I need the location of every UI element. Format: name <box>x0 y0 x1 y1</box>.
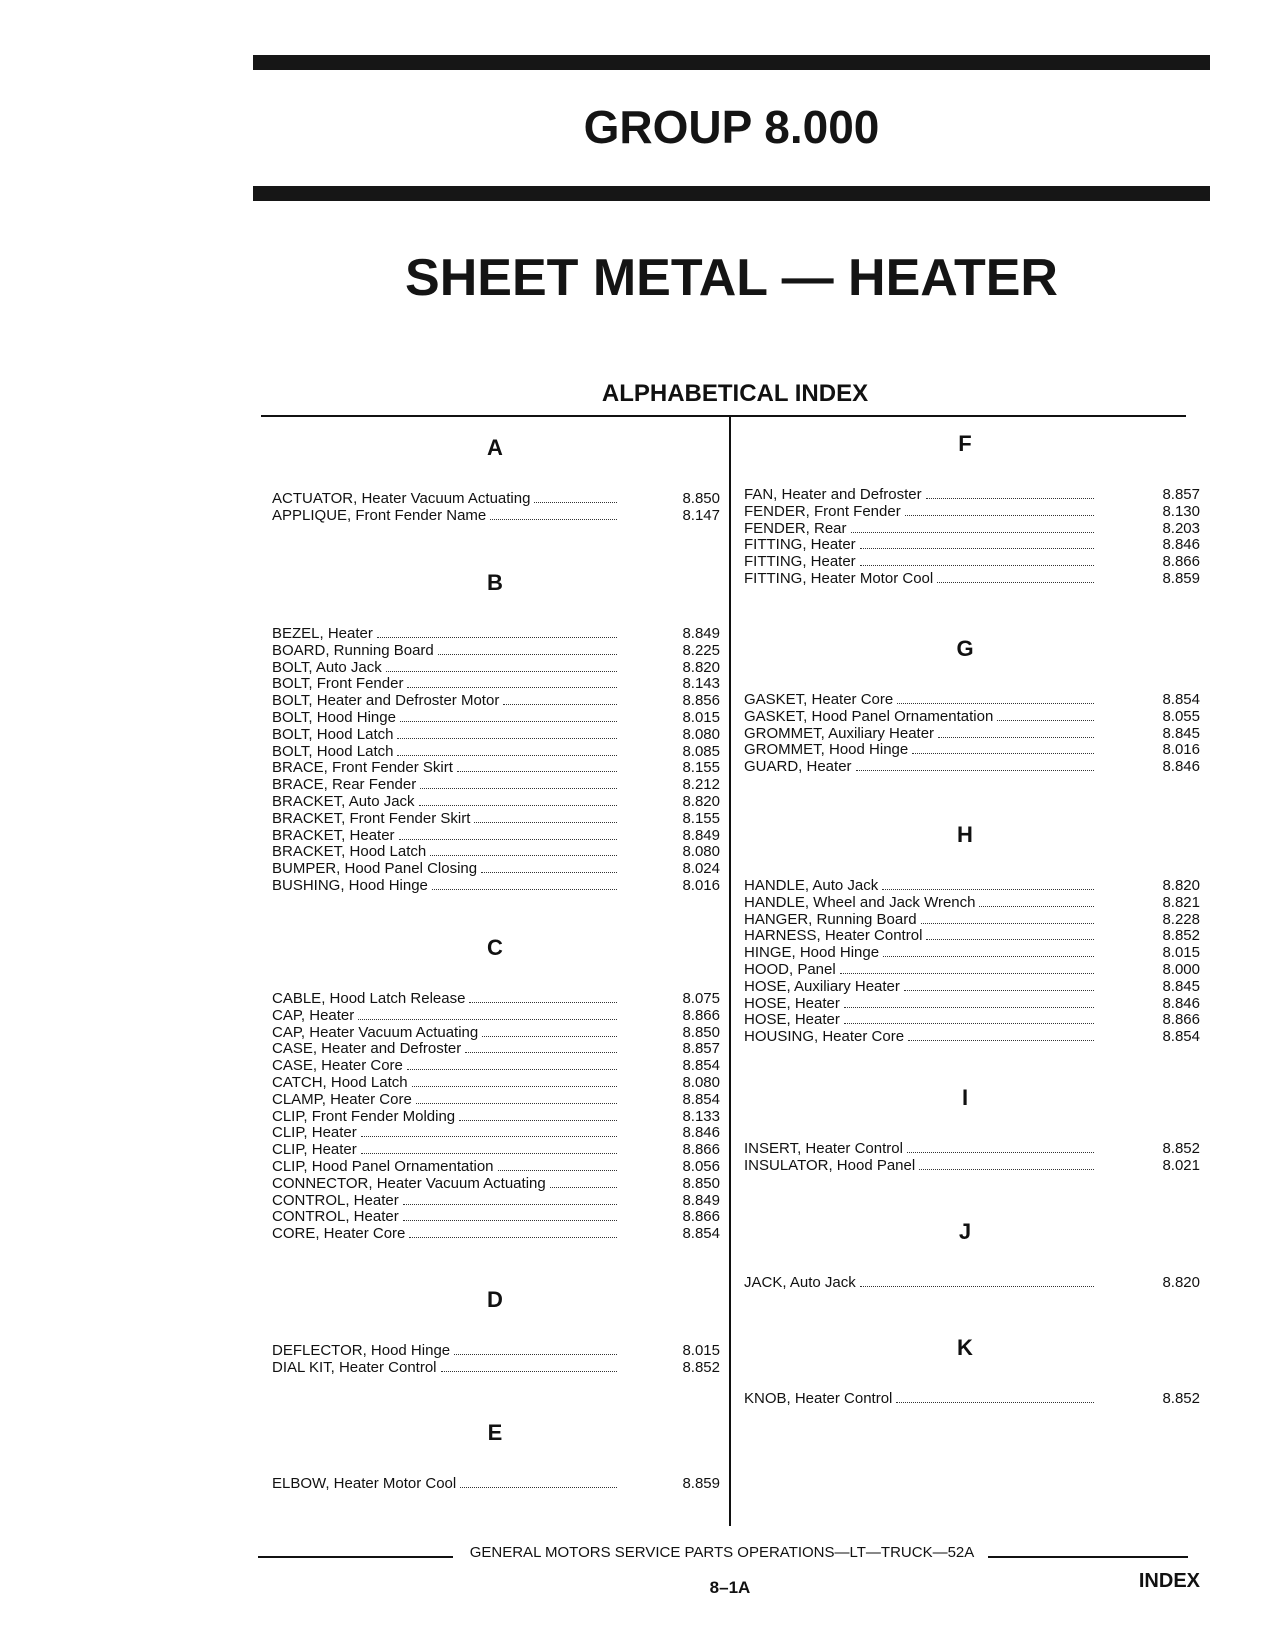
entry-group-number: 8.056 <box>682 1158 720 1175</box>
index-entry <box>272 692 720 710</box>
entry-group-number: 8.846 <box>1162 994 1200 1012</box>
index-entry <box>272 1090 720 1108</box>
entry-name: KNOB, Heater Control <box>744 1390 893 1407</box>
entry-group-number: 8.846 <box>1162 536 1200 554</box>
dot-leader <box>503 703 617 705</box>
dot-leader <box>851 531 1094 533</box>
index-entry <box>272 826 720 844</box>
entry-group-number: 8.133 <box>682 1107 720 1125</box>
entry-name: DIAL KIT, Heater Control <box>272 1358 437 1376</box>
index-entry <box>272 709 720 726</box>
entry-name: BRACKET, Front Fender Skirt <box>272 809 471 827</box>
entry-name: HOSE, Heater <box>744 994 840 1012</box>
index-entry <box>272 809 720 827</box>
index-entry <box>272 759 720 777</box>
footer-rule-left <box>258 1556 453 1558</box>
column-divider <box>729 416 731 1526</box>
entry-group-number: 8.845 <box>1162 977 1200 995</box>
dot-leader <box>856 769 1094 771</box>
index-label: INDEX <box>1138 1570 1200 1592</box>
entry-group-number: 8.854 <box>682 1057 720 1075</box>
index-entry <box>272 1040 720 1058</box>
entry-name: HANDLE, Wheel and Jack Wrench <box>744 893 976 911</box>
entry-name: APPLIQUE, Front Fender Name <box>272 506 487 524</box>
index-entry <box>272 1225 720 1243</box>
dot-leader <box>919 1168 1094 1170</box>
entry-group-number: 8.203 <box>1162 519 1200 537</box>
entry-group-number: 8.085 <box>682 742 720 760</box>
entry-group-number: 8.857 <box>1162 486 1200 503</box>
index-entry <box>744 486 1200 503</box>
entry-group-number: 8.143 <box>682 675 720 693</box>
entry-name: HOOD, Panel <box>744 961 836 978</box>
entry-group-number: 8.015 <box>682 709 720 726</box>
entry-name: INSULATOR, Hood Panel <box>744 1156 916 1174</box>
entry-group-number: 8.155 <box>682 759 720 777</box>
section-letter-g: G <box>956 636 974 661</box>
index-entry <box>272 776 720 794</box>
index-entry <box>272 1342 720 1359</box>
dot-leader <box>358 1018 617 1020</box>
second-heavy-rule <box>253 186 1210 201</box>
dot-leader <box>482 1035 617 1037</box>
entry-group-number: 8.857 <box>682 1040 720 1058</box>
dot-leader <box>883 955 1094 957</box>
dot-leader <box>386 670 617 672</box>
section-letter-a: A <box>487 435 503 460</box>
index-entry <box>272 1107 720 1125</box>
entry-name: FITTING, Heater <box>744 553 856 571</box>
entry-name: CLIP, Heater <box>272 1141 357 1159</box>
dot-leader <box>407 1068 617 1070</box>
dot-leader <box>926 497 1094 499</box>
entry-group-number: 8.015 <box>682 1342 720 1359</box>
index-entry <box>272 625 720 642</box>
entry-group-number: 8.015 <box>1162 944 1200 962</box>
footer-text: GENERAL MOTORS SERVICE PARTS OPERATIONS—LT—TRUCK—52A <box>469 1544 975 1561</box>
index-entry <box>744 536 1200 554</box>
dot-leader <box>921 922 1094 924</box>
dot-leader <box>904 989 1094 991</box>
index-entry <box>744 1390 1200 1407</box>
entry-name: CAP, Heater Vacuum Actuating <box>272 1023 479 1041</box>
entry-name: HOUSING, Heater Core <box>744 1028 905 1046</box>
index-entry <box>272 1191 720 1209</box>
entry-name: BOLT, Hood Latch <box>272 725 394 743</box>
entry-group-number: 8.856 <box>682 692 720 710</box>
dot-leader <box>474 821 617 823</box>
entry-name: CONTROL, Heater <box>272 1191 399 1209</box>
index-entry <box>272 1023 720 1041</box>
dot-leader <box>860 564 1094 566</box>
section-letter-b: B <box>487 570 503 595</box>
entry-group-number: 8.228 <box>1162 910 1200 928</box>
dot-leader <box>912 752 1094 754</box>
entry-group-number: 8.212 <box>682 776 720 794</box>
entry-name: BOLT, Hood Hinge <box>272 709 396 726</box>
entry-name: CASE, Heater and Defroster <box>272 1040 462 1058</box>
entry-name: GASKET, Hood Panel Ornamentation <box>744 707 994 725</box>
dot-leader <box>550 1186 617 1188</box>
entry-name: GASKET, Heater Core <box>744 691 894 708</box>
entry-name: FITTING, Heater <box>744 536 856 554</box>
dot-leader <box>840 972 1094 974</box>
dot-leader <box>997 719 1094 721</box>
index-entry <box>272 1358 720 1376</box>
index-heading: ALPHABETICAL INDEX <box>601 380 869 407</box>
index-entry <box>744 1028 1200 1046</box>
entry-group-number: 8.866 <box>682 1208 720 1226</box>
dot-leader <box>465 1051 617 1053</box>
entry-group-number: 8.225 <box>682 641 720 659</box>
entry-name: FENDER, Rear <box>744 519 847 537</box>
index-entry <box>744 927 1200 945</box>
entry-name: JACK, Auto Jack <box>744 1274 856 1291</box>
entry-name: CLIP, Front Fender Molding <box>272 1107 456 1125</box>
dot-leader <box>938 736 1094 738</box>
entry-group-number: 8.852 <box>1162 1140 1200 1157</box>
dot-leader <box>361 1135 617 1137</box>
entry-group-number: 8.854 <box>682 1090 720 1108</box>
entry-name: HOSE, Heater <box>744 1011 840 1029</box>
index-entry <box>272 1158 720 1175</box>
entry-group-number: 8.075 <box>682 990 720 1007</box>
dot-leader <box>908 1039 1094 1041</box>
entry-group-number: 8.850 <box>682 1023 720 1041</box>
entry-name: GROMMET, Hood Hinge <box>744 741 909 759</box>
entry-name: HINGE, Hood Hinge <box>744 944 880 962</box>
dot-leader <box>534 501 617 503</box>
index-entry <box>744 502 1200 520</box>
dot-leader <box>416 1102 617 1104</box>
dot-leader <box>905 514 1094 516</box>
footer-rule-right <box>988 1556 1188 1558</box>
entry-group-number: 8.859 <box>1162 570 1200 587</box>
entry-group-number: 8.821 <box>1162 893 1200 911</box>
entry-name: BRACKET, Auto Jack <box>272 793 415 810</box>
entry-name: BOARD, Running Board <box>272 641 434 659</box>
dot-leader <box>403 1219 617 1221</box>
entry-name: BRACE, Rear Fender <box>272 776 417 794</box>
entry-group-number: 8.850 <box>682 1174 720 1192</box>
entry-name: CLIP, Heater <box>272 1124 357 1142</box>
dot-leader <box>361 1152 617 1154</box>
entry-group-number: 8.155 <box>682 809 720 827</box>
entry-name: BOLT, Heater and Defroster Motor <box>272 692 500 710</box>
index-entry <box>272 860 720 878</box>
entry-name: ACTUATOR, Heater Vacuum Actuating <box>272 490 531 507</box>
entry-group-number: 8.820 <box>1162 1274 1200 1291</box>
entry-group-number: 8.820 <box>682 793 720 810</box>
entry-group-number: 8.866 <box>682 1141 720 1159</box>
entry-group-number: 8.846 <box>1162 758 1200 776</box>
index-entry <box>744 519 1200 537</box>
dot-leader <box>844 1006 1094 1008</box>
page-title: SHEET METAL — HEATER <box>405 249 1058 307</box>
index-entry <box>272 742 720 760</box>
index-entry <box>744 691 1200 708</box>
entry-group-number: 8.080 <box>682 725 720 743</box>
index-entry <box>272 1208 720 1226</box>
index-entry <box>744 553 1200 571</box>
index-entry <box>272 877 720 894</box>
entry-group-number: 8.147 <box>682 506 720 524</box>
entry-name: ELBOW, Heater Motor Cool <box>272 1475 457 1492</box>
index-entry <box>272 990 720 1007</box>
entry-name: CLAMP, Heater Core <box>272 1090 412 1108</box>
index-entry <box>744 910 1200 928</box>
section-letter-e: E <box>487 1420 503 1445</box>
entry-group-number: 8.866 <box>1162 553 1200 571</box>
index-entry <box>744 944 1200 962</box>
dot-leader <box>438 653 617 655</box>
entry-group-number: 8.820 <box>1162 877 1200 894</box>
top-heavy-rule <box>253 55 1210 70</box>
section-letter-k: K <box>957 1335 973 1360</box>
entry-group-number: 8.849 <box>682 826 720 844</box>
entry-group-number: 8.849 <box>682 1191 720 1209</box>
entry-name: BOLT, Auto Jack <box>272 658 382 676</box>
index-entry <box>744 741 1200 759</box>
dot-leader <box>460 1486 617 1488</box>
dot-leader <box>490 518 617 520</box>
entry-group-number: 8.859 <box>682 1475 720 1492</box>
index-entry <box>272 843 720 861</box>
entry-name: BRACKET, Heater <box>272 826 395 844</box>
entry-group-number: 8.854 <box>1162 691 1200 708</box>
index-entry <box>744 961 1200 978</box>
dot-leader <box>399 838 617 840</box>
dot-leader <box>897 702 1094 704</box>
entry-group-number: 8.820 <box>682 658 720 676</box>
entry-group-number: 8.024 <box>682 860 720 878</box>
entry-name: BRACKET, Hood Latch <box>272 843 427 861</box>
entry-name: BOLT, Hood Latch <box>272 742 394 760</box>
dot-leader <box>860 547 1094 549</box>
entry-name: CATCH, Hood Latch <box>272 1074 408 1091</box>
dot-leader <box>882 888 1094 890</box>
index-entry <box>272 658 720 676</box>
entry-name: BOLT, Front Fender <box>272 675 404 693</box>
dot-leader <box>481 871 617 873</box>
section-letter-i: I <box>961 1085 969 1110</box>
section-letter-f: F <box>958 431 972 456</box>
dot-leader <box>844 1022 1094 1024</box>
entry-group-number: 8.854 <box>1162 1028 1200 1046</box>
entry-group-number: 8.021 <box>1162 1156 1200 1174</box>
index-entry <box>744 570 1200 587</box>
entry-name: DEFLECTOR, Hood Hinge <box>272 1342 451 1359</box>
dot-leader <box>409 1236 617 1238</box>
index-entry <box>272 725 720 743</box>
entry-name: BUMPER, Hood Panel Closing <box>272 860 478 878</box>
entry-name: HARNESS, Heater Control <box>744 927 923 945</box>
entry-name: HOSE, Auxiliary Heater <box>744 977 900 995</box>
entry-group-number: 8.000 <box>1162 961 1200 978</box>
index-entry <box>272 793 720 810</box>
group-title: GROUP 8.000 <box>583 101 880 153</box>
index-entry <box>272 641 720 659</box>
entry-name: CASE, Heater Core <box>272 1057 403 1075</box>
entry-name: INSERT, Heater Control <box>744 1140 903 1157</box>
entry-group-number: 8.849 <box>682 625 720 642</box>
index-entry <box>272 490 720 507</box>
dot-leader <box>403 1203 617 1205</box>
entry-name: CONNECTOR, Heater Vacuum Actuating <box>272 1174 546 1192</box>
entry-name: FAN, Heater and Defroster <box>744 486 922 503</box>
index-entry <box>744 877 1200 894</box>
entry-group-number: 8.852 <box>682 1358 720 1376</box>
index-entry <box>744 977 1200 995</box>
entry-group-number: 8.866 <box>682 1006 720 1024</box>
index-entry <box>272 1074 720 1091</box>
index-entry <box>744 1011 1200 1029</box>
entry-name: BRACE, Front Fender Skirt <box>272 759 453 777</box>
section-letter-d: D <box>487 1287 503 1312</box>
index-entry <box>272 1057 720 1075</box>
dot-leader <box>407 686 617 688</box>
dot-leader <box>454 1353 617 1355</box>
dot-leader <box>926 938 1094 940</box>
entry-group-number: 8.016 <box>682 877 720 894</box>
index-top-rule <box>261 415 1186 417</box>
entry-name: CABLE, Hood Latch Release <box>272 990 466 1007</box>
dot-leader <box>457 770 617 772</box>
page-number: 8–1A <box>709 1578 751 1597</box>
dot-leader <box>397 737 617 739</box>
section-letter-j: J <box>958 1219 972 1244</box>
dot-leader <box>896 1401 1094 1403</box>
entry-group-number: 8.130 <box>1162 502 1200 520</box>
entry-group-number: 8.852 <box>1162 927 1200 945</box>
entry-name: CORE, Heater Core <box>272 1225 406 1243</box>
index-entry <box>744 994 1200 1012</box>
index-entry <box>744 1274 1200 1291</box>
dot-leader <box>459 1119 617 1121</box>
dot-leader <box>412 1085 617 1087</box>
entry-name: GROMMET, Auxiliary Heater <box>744 724 935 742</box>
entry-group-number: 8.866 <box>1162 1011 1200 1029</box>
entry-group-number: 8.016 <box>1162 741 1200 759</box>
index-entry <box>272 1174 720 1192</box>
entry-name: FITTING, Heater Motor Cool <box>744 570 934 587</box>
section-letter-h: H <box>957 822 973 847</box>
index-entry <box>744 893 1200 911</box>
index-entry <box>272 675 720 693</box>
entry-name: CAP, Heater <box>272 1006 355 1024</box>
entry-group-number: 8.845 <box>1162 724 1200 742</box>
entry-group-number: 8.854 <box>682 1225 720 1243</box>
index-entry <box>744 758 1200 776</box>
entry-name: CONTROL, Heater <box>272 1208 399 1226</box>
index-entry <box>744 707 1200 725</box>
entry-group-number: 8.850 <box>682 490 720 507</box>
dot-leader <box>400 720 617 722</box>
index-entry <box>744 1140 1200 1157</box>
dot-leader <box>430 854 617 856</box>
index-entry <box>744 724 1200 742</box>
entry-name: FENDER, Front Fender <box>744 502 901 520</box>
dot-leader <box>979 905 1094 907</box>
entry-name: HANGER, Running Board <box>744 910 917 928</box>
dot-leader <box>420 787 617 789</box>
index-entry <box>272 1475 720 1492</box>
entry-group-number: 8.846 <box>682 1124 720 1142</box>
section-letter-c: C <box>487 935 503 960</box>
entry-name: BEZEL, Heater <box>272 625 373 642</box>
index-entry <box>744 1156 1200 1174</box>
dot-leader <box>441 1370 617 1372</box>
dot-leader <box>907 1151 1094 1153</box>
index-entry <box>272 506 720 524</box>
dot-leader <box>937 581 1094 583</box>
index-entry <box>272 1141 720 1159</box>
dot-leader <box>860 1285 1094 1287</box>
dot-leader <box>377 636 617 638</box>
entry-name: HANDLE, Auto Jack <box>744 877 879 894</box>
entry-name: CLIP, Hood Panel Ornamentation <box>272 1158 494 1175</box>
index-entry <box>272 1006 720 1024</box>
entry-name: BUSHING, Hood Hinge <box>272 877 428 894</box>
entry-group-number: 8.055 <box>1162 707 1200 725</box>
dot-leader <box>469 1001 617 1003</box>
dot-leader <box>419 804 617 806</box>
dot-leader <box>397 754 617 756</box>
entry-group-number: 8.080 <box>682 843 720 861</box>
dot-leader <box>432 888 617 890</box>
index-entry <box>272 1124 720 1142</box>
entry-group-number: 8.080 <box>682 1074 720 1091</box>
entry-name: GUARD, Heater <box>744 758 852 776</box>
dot-leader <box>498 1169 617 1171</box>
entry-group-number: 8.852 <box>1162 1390 1200 1407</box>
